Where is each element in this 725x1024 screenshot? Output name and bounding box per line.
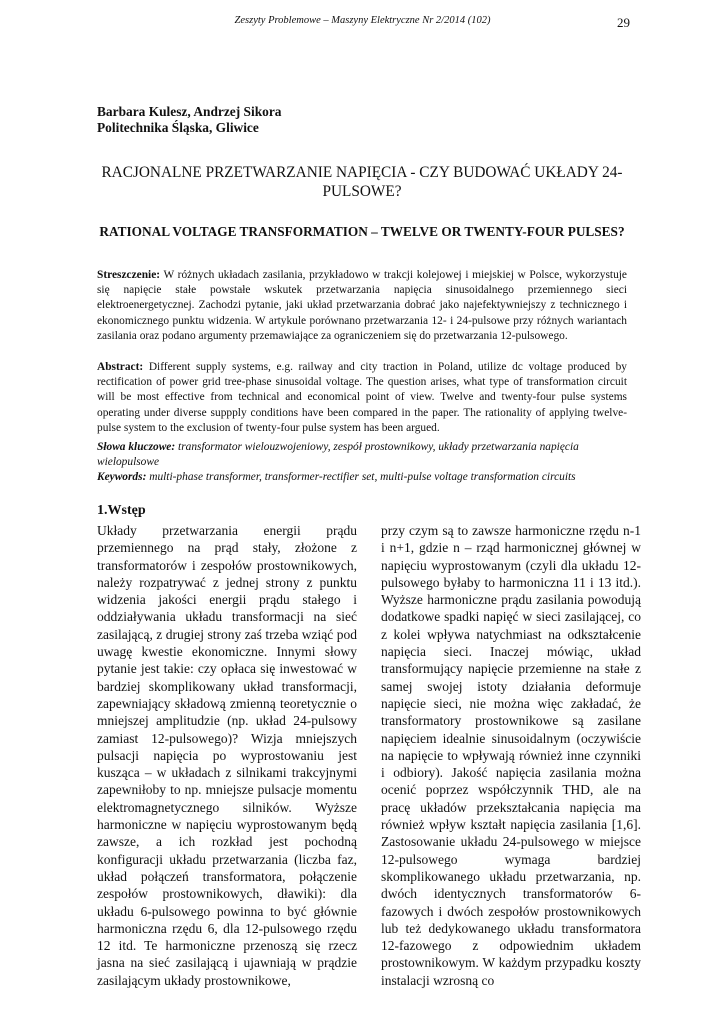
abstract-english-label: Abstract:	[97, 361, 144, 373]
abstract-polish-text: W różnych układach zasilania, przykładowo w trakcji kolejowej i miejskiej w Polsce, wykorzystuje się napięcie stałe powstałe wskutek przetwarzania napięcia sinusoidalnego przemiennego sieci elektroenergetycznej. Zachodzi pytanie, jaki układ przetwarzania dobrać jako najefektywniejszy z technicznego i ekonomicznego punktu widzenia. W artykule porównano przetwarzania 12- i 24-pulsowe przy różnych wariantach zasilania oraz podano argumenty przemawiające za ograniczeniem się do przetwarzania 12-pulsowego.	[97, 269, 627, 342]
abstract-polish-label: Streszczenie:	[97, 269, 161, 281]
section-heading	[97, 503, 146, 519]
keywords-polish-text: transformator wielouzwojeniowy, zespół prostownikowy, układy przetwarzania napięcia wielopulsowe	[97, 441, 579, 469]
body-column-right	[381, 522, 641, 989]
abstract-english	[97, 360, 627, 436]
author-affiliation: Politechnika Śląska, Gliwice	[97, 120, 259, 135]
section-number: 1.	[97, 503, 108, 518]
title-english: RATIONAL VOLTAGE TRANSFORMATION – TWELVE OR TWENTY-FOUR PULSES?	[99, 224, 625, 239]
keywords-polish	[97, 440, 627, 470]
keywords-english	[97, 470, 627, 485]
abstract-polish	[97, 268, 627, 344]
running-header: Zeszyty Problemowe – Maszyny Elektryczne Nr 2/2014 (102)	[234, 15, 491, 26]
title-polish: RACJONALNE PRZETWARZANIE NAPIĘCIA - CZY BUDOWAĆ UKŁADY 24-PULSOWE?	[101, 164, 623, 200]
author-names: Barbara Kulesz, Andrzej Sikora	[97, 104, 282, 119]
body-column-left	[97, 522, 357, 989]
section-title: Wstęp	[107, 503, 146, 518]
keywords-english-text: multi-phase transformer, transformer-rectifier set, multi-pulse voltage transformation circuits	[149, 471, 576, 483]
author-block	[97, 104, 282, 136]
page-number: 29	[617, 15, 630, 30]
body-paragraph: Układy przetwarzania energii prądu przemiennego na prąd stały, złożone z transformatorów i zespołów prostownikowych, należy rozpatrywać z jednej strony z punktu widzenia jakości energii prądu stałego i oddziaływania układu transformacji na sieć zasilającą, z drugiej strony zaś trzeba wziąć pod uwagę kwestie ekonomiczne. Innymi słowy pytanie jest takie: czy opłaca się inwestować w bardziej skomplikowany układ transformacji, zapewniający składową zmienną teoretycznie o mniejszej amplitudzie (np. układ 24-pulsowy zamiast 12-pulsowego)? Wizja mniejszych pulsacji napięcia po wyprostowaniu jest kusząca – w układach z silnikami trakcyjnymi zapewniłoby to np. mniejsze pulsacje momentu elektromagnetycznego silników. Wyższe harmoniczne w napięciu wyprostowanym będą zawsze, a ich rozkład jest pochodną konfiguracji układu przetwarzania (liczba faz, układ połączeń transformatora, połączenie zespołów prostownikowych, dławiki): dla układu 6-pulsowego powinna to być głównie harmoniczna rzędu 6, dla 12-pulsowego rzędu 12 itd. Te harmoniczne przenoszą się rzecz jasna na sieć zasilającą i ujawniają w prądzie zasilającym układy prostownikowe,	[97, 523, 357, 988]
body-paragraph: przy czym są to zawsze harmoniczne rzędu n-1 i n+1, gdzie n – rząd harmonicznej głównej w napięciu wyprostowanym (czyli dla układu 12-pulsowego byłaby to harmoniczna 11 i 13 itd.). Wyższe harmoniczne prądu zasilania powodują dodatkowe spadki napięć w sieci zasilającej, co z kolei wpływa natychmiast na odkształcenie napięcia sieci. Inaczej mówiąc, układ transformujący napięcie przemienne na stałe z samej swojej istoty działania deformuje napięcie sieci, nie można więc zakładać, że transformatory prostownikowe są zasilane napięciem idealnie sinusoidalnym (oczywiście na napięcie to wpływają również inne czynniki i odbiory). Jakość napięcia zasilania można ocenić poprzez współczynnik THD, ale na pracę układów przekształcania napięcia ma również wpływ kształt napięcia zasilania [1,6]. Zastosowanie układu 24-pulsowego w miejsce 12-pulsowego wymaga bardziej skomplikowanego układu przetwarzania, np. dwóch identycznych transformatorów 6-fazowych i dwóch zespołów prostownikowych lub też dedykowanego układu transformatora 12-fazowego z odpowiednim układem prostownikowym. W każdym przypadku koszty instalacji wzrosną co	[381, 523, 641, 988]
keywords-english-label: Keywords:	[97, 471, 147, 483]
keywords-polish-label: Słowa kluczowe:	[97, 441, 176, 453]
abstract-english-text: Different supply systems, e.g. railway and city traction in Poland, utilize dc voltage produced by rectification of power grid tree-phase sinusoidal voltage. The question arises, what type of transformation circuit will be most effective from technical and economical point of view. Twelve and twenty-four pulse systems operating under diverse suppply conditions have been compared in the paper. The rationality of applying twelve-pulse system to the exclusion of twenty-four pulse system has been argued.	[97, 361, 627, 434]
